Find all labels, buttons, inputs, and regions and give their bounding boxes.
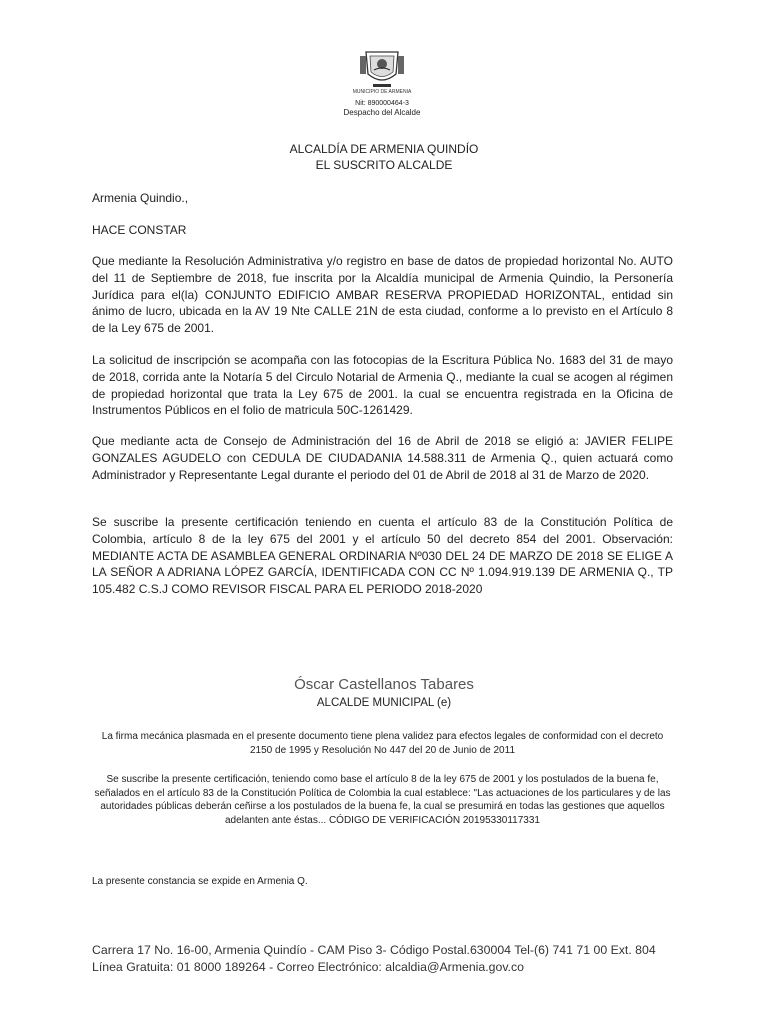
good-faith-note: Se suscribe la presente certificación, teniendo como base el artículo 8 de la ley 675 de 2001 y los postulados de la buena fe, señalados en el artículo 83 de la Constitución Política de Colombia la cual establece: "Las actuaciones de los particulares y de las autoridades públicas deberán ceñirse a los postulados de la buena fe, la cual se presumirá en todas las gestiones que aquellos adelanten ante éstas... CÓDIGO DE VERIFICACIÓN 20195330117331 xyxy=(94,774,671,826)
title-line-2: EL SUSCRITO ALCALDE xyxy=(315,158,453,172)
signer-name: Óscar Castellanos Tabares xyxy=(294,676,474,693)
paragraph-resolution: Que mediante la Resolución Administrativa y/o registro en base de datos de propiedad horizontal No. AUTO del 11 de Septiembre de 2018, fue inscrita por la Alcaldía municipal de Armenia Quindio, la Personería Jurídica para el(la) CONJUNTO EDIFICIO AMBAR RESERVA PROPIEDAD HORIZONTAL, entidad sin ánimo de lucro, ubicada en la AV 19 Nte CALLE 21N de esta ciudad, conforme a lo previsto en el Artículo 8 de la Ley 675 de 2001. xyxy=(92,254,673,336)
signer-role: ALCALDE MUNICIPAL (e) xyxy=(316,697,452,709)
paragraph-observation: Se suscribe la presente certificación teniendo en cuenta el artículo 83 de la Constitución Política de Colombia, artículo 8 de la ley 675 del 2001 y el artículo 50 del decreto 854 del 2001. Observación: MEDIANTE ACTA DE ASAMBLEA GENERAL ORDINARIA Nº030 DEL 24 DE MARZO DE 2018 SE ELIGE A LA SEÑOR A ADRIANA LÓPEZ GARCÍA, IDENTIFICADA CON CC Nº 1.094.919.139 DE ARMENIA Q., TP 105.482 C.S.J COMO REVISOR FISCAL PARA EL PERIODO 2018-2020 xyxy=(92,515,673,597)
nit-number: Nit: 890000464-3 xyxy=(355,100,409,107)
municipal-seal xyxy=(356,46,408,90)
place-line: Armenia Quindio., xyxy=(92,191,189,205)
paragraph-escritura: La solicitud de inscripción se acompaña con las fotocopias de la Escritura Pública No. 1683 del 31 de mayo de 2018, corrida ante la Notaría 5 del Circulo Notarial de Armenia Q., mediante la cual se acogen al régimen de propiedad horizontal que trata la Ley 675 de 2001. la cual se encuentra registrada en la Oficina de Instrumentos Públicos en el folio de matricula 50C-1261429. xyxy=(92,353,673,418)
letterhead xyxy=(332,46,432,117)
office-name: Despacho del Alcalde xyxy=(343,108,421,117)
mechanical-signature-note: La firma mecánica plasmada en el presente documento tiene plena validez para efectos legales de conformidad con el decreto 2150 de 1995 y Resolución No 447 del 20 de Junio de 2011 xyxy=(101,731,664,756)
document-title xyxy=(0,141,768,173)
seal-caption: MUNICIPIO DE ARMENIA xyxy=(352,89,412,95)
title-line-1: ALCALDÍA DE ARMENIA QUINDÍO xyxy=(289,142,479,156)
paragraph-administrator: Que mediante acta de Consejo de Administración del 16 de Abril de 2018 se eligió a: JAVIER FELIPE GONZALES AGUDELO con CEDULA DE CIUDADANIA 14.588.311 de Armenia Q., quien actuará como Administrador y Representante Legal durante el periodo del 01 de Abril de 2018 al 31 de Marzo de 2020. xyxy=(92,434,673,482)
hace-constar-heading: HACE CONSTAR xyxy=(92,223,187,237)
footer-contact: Carrera 17 No. 16-00, Armenia Quindío - CAM Piso 3- Código Postal.630004 Tel-(6) 741 71 00 Ext. 804 Línea Gratuita: 01 8000 189264 - Correo Electrónico: alcaldia@Armenia.gov.co xyxy=(92,943,656,974)
issued-in-note: La presente constancia se expide en Armenia Q. xyxy=(92,876,308,887)
